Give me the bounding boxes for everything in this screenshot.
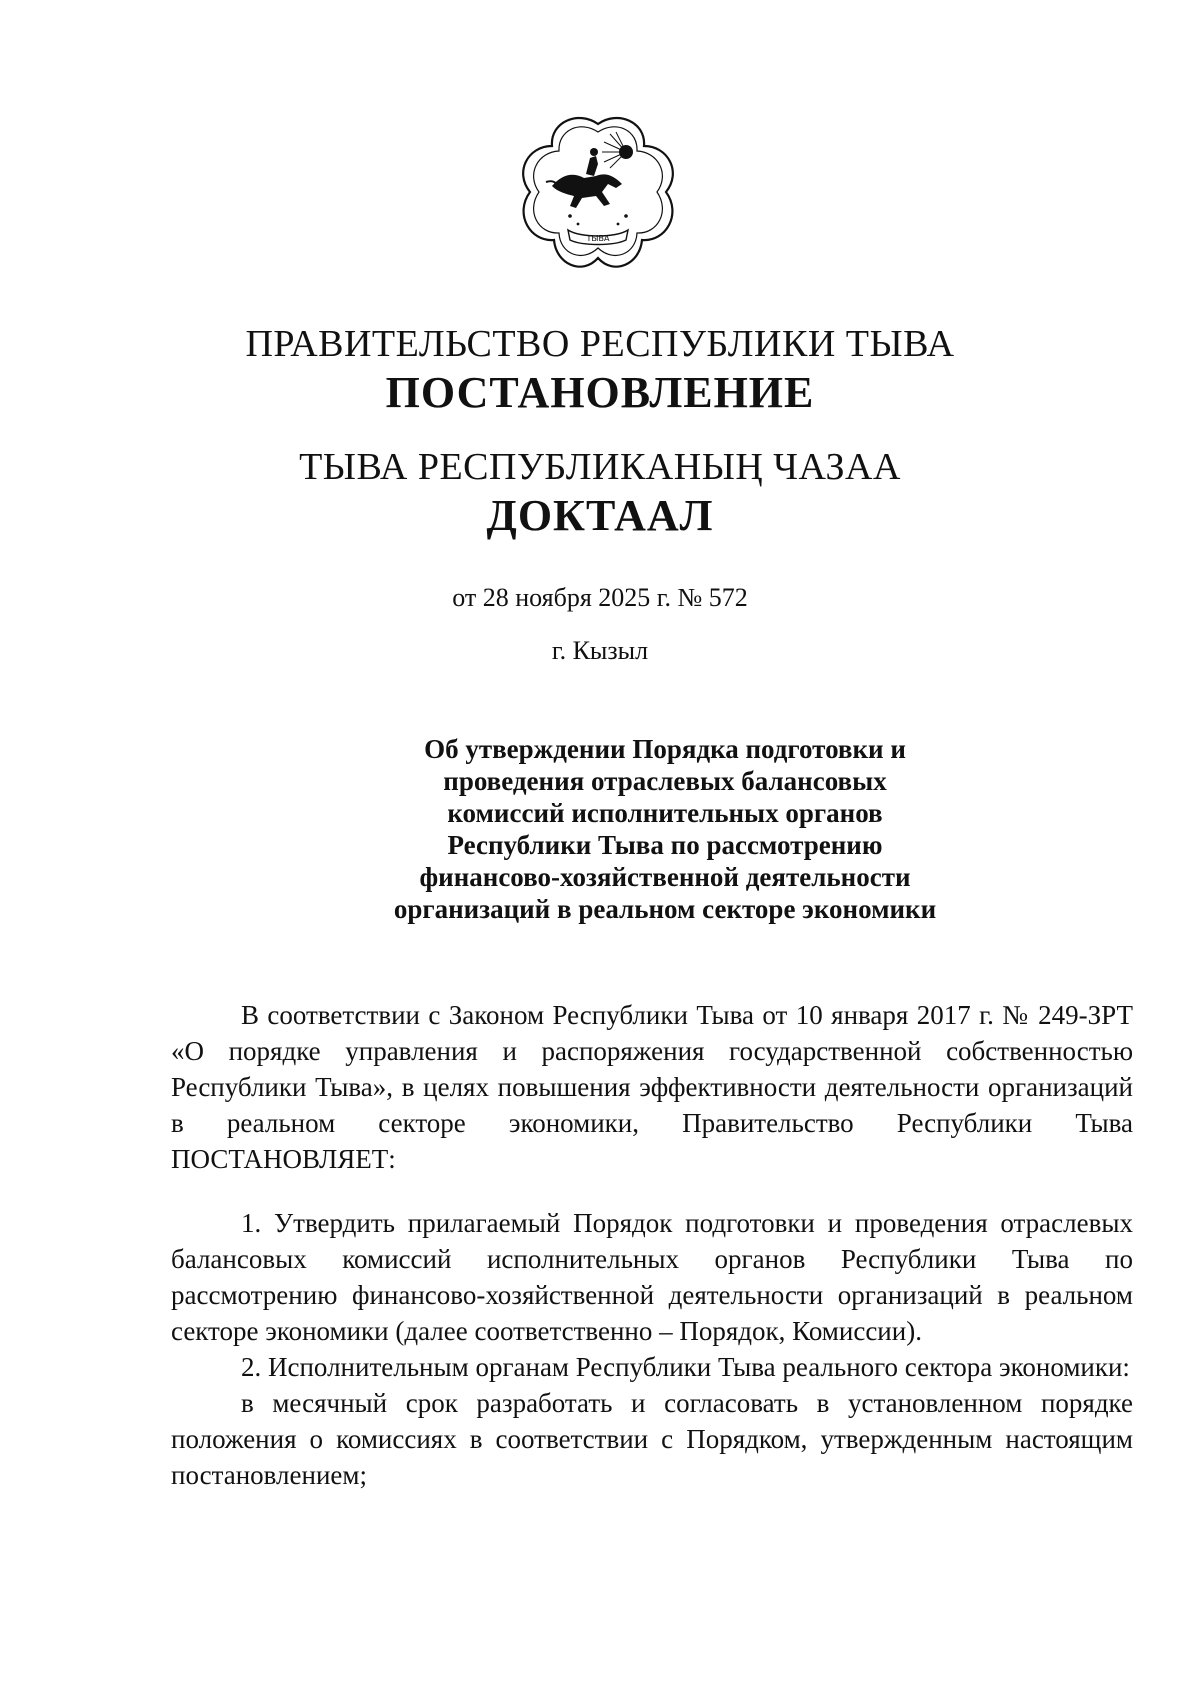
coat-of-arms-emblem (518, 112, 678, 272)
subject-line: комиссий исполнительных органов (447, 798, 883, 828)
decree-body (171, 997, 1133, 1493)
preamble-paragraph: В соответствии с Законом Республики Тыва от 10 января 2017 г. № 249-ЗРТ «О порядке управления и распоряжения государственной собственностью Республики Тыва», в целях повышения эффективности деятельности организаций в реальном секторе экономики, Правительство Республики Тыва ПОСТАНОВЛЯЕТ: (171, 1000, 1133, 1174)
emblem-ribbon-text: ТЫВА (586, 234, 610, 243)
subject-line: организаций в реальном секторе экономики (393, 894, 937, 924)
subject-line: Республики Тыва по рассмотрению (447, 830, 883, 860)
decree-title-tyv: ДОКТААЛ (486, 491, 714, 540)
decree-city: г. Кызыл (551, 636, 649, 665)
decree-title-ru: ПОСТАНОВЛЕНИЕ (385, 368, 815, 417)
tuva-coat-of-arms-icon (518, 112, 678, 272)
item-2-subparagraph: в месячный срок разработать и согласовать в установленном порядке положения о комиссиях в соответствии с Порядком, утвержденным настоящим постановлением; (171, 1388, 1133, 1490)
subject-line: финансово-хозяйственной деятельности (419, 862, 911, 892)
decree-date-number: от 28 ноября 2025 г. № 572 (452, 583, 748, 612)
item-1-paragraph: 1. Утвердить прилагаемый Порядок подготовки и проведения отраслевых балансовых комиссий исполнительных органов Республики Тыва по рассмотрению финансово-хозяйственной деятельности организаций в реальном секторе экономики (далее соответственно – Порядок, Комиссии). (171, 1208, 1133, 1346)
subject-line: Об утверждении Порядка подготовки и (424, 734, 906, 764)
decree-subject (370, 733, 960, 925)
government-title-tyv: ТЫВА РЕСПУБЛИКАНЫҢ ЧАЗАА (299, 446, 901, 488)
subject-line: проведения отраслевых балансовых (443, 766, 887, 796)
item-2-paragraph: 2. Исполнительным органам Республики Тыва реального сектора экономики: (241, 1352, 1130, 1382)
government-title-ru: ПРАВИТЕЛЬСТВО РЕСПУБЛИКИ ТЫВА (245, 323, 955, 365)
